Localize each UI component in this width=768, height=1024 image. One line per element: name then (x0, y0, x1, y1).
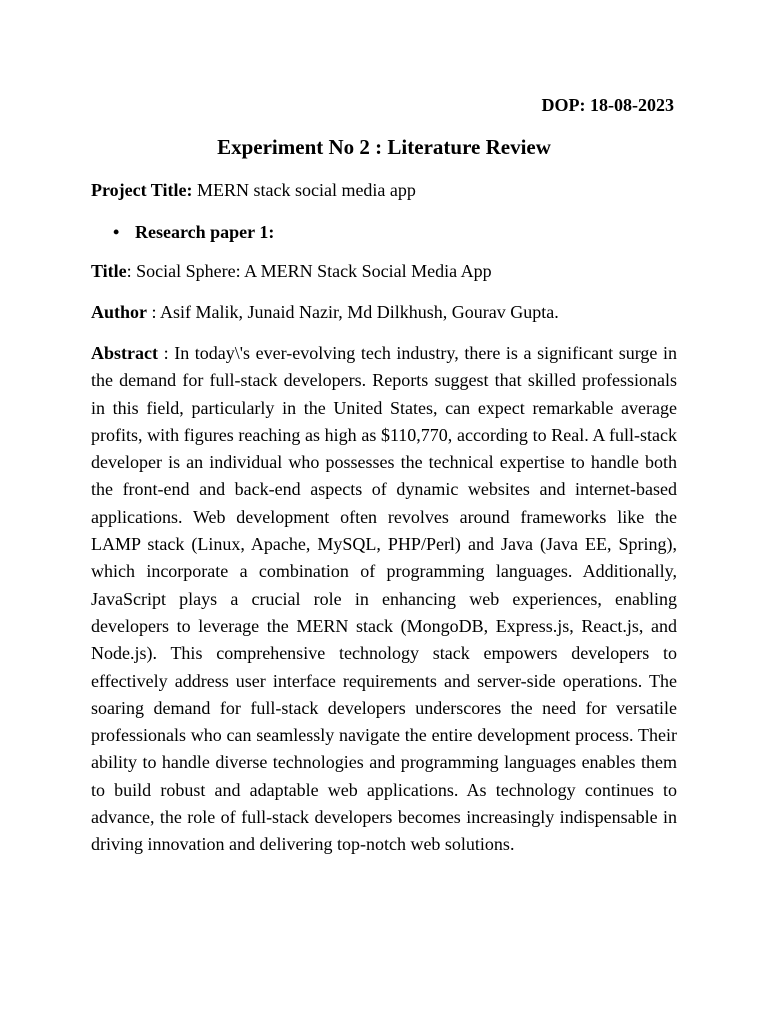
paper-abstract (91, 340, 677, 859)
page-title: Experiment No 2 : Literature Review (217, 135, 551, 159)
paper-abstract-text: : In today\'s ever-evolving tech industry, there is a significant surge in the demand for full-stack developers. Reports suggest that skilled professionals in this field, particularly in the United States, can expect remarkable average profits, with figures reaching as high as $110,770, according to Real. A full-stack developer is an individual who possesses the technical expertise to handle both the front-end and back-end aspects of dynamic websites and internet-based applications. Web development often revolves around frameworks like the LAMP stack (Linux, Apache, MySQL, PHP/Perl) and Java (Java EE, Spring), which incorporate a combination of programming languages. Additionally, JavaScript plays a crucial role in enhancing web experiences, enabling developers to leverage the MERN stack (MongoDB, Express.js, React.js, and Node.js). This comprehensive technology stack empowers developers to effectively address user interface requirements and server-side operations. The soaring demand for full-stack developers underscores the need for versatile professionals who can seamlessly navigate the entire development process. Their ability to handle diverse technologies and programming languages enables them to build robust and adaptable web applications. As technology continues to advance, the role of full-stack developers becomes increasingly indispensable in driving innovation and delivering top-notch web solutions. (91, 343, 677, 855)
paper-title-line (91, 260, 492, 282)
project-title-label: Project Title: (91, 180, 193, 200)
research-paper-heading (113, 221, 274, 243)
paper-title-label: Title (91, 261, 127, 281)
research-paper-heading-text: Research paper 1: (135, 222, 275, 242)
paper-author-label: Author (91, 302, 148, 322)
paper-author-value: : Asif Malik, Junaid Nazir, Md Dilkhush, Gourav Gupta. (147, 302, 559, 322)
bullet-icon: • (113, 222, 120, 242)
project-title-value: MERN stack social media app (196, 180, 416, 200)
project-title-line (91, 179, 416, 201)
paper-author-line (91, 301, 559, 323)
date-of-performance: DOP: 18-08-2023 (541, 95, 674, 115)
paper-abstract-label: Abstract (91, 343, 158, 363)
paper-title-value: : Social Sphere: A MERN Stack Social Media App (126, 261, 492, 281)
